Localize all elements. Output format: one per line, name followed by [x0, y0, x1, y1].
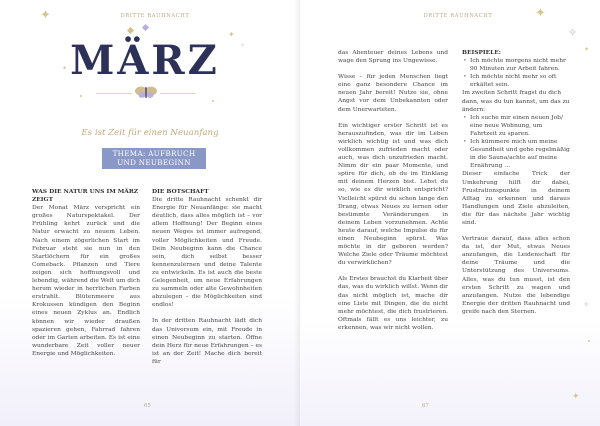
paragraph: Ein wichtiger erster Schritt ist es herauszufinden, was dir im Leben wirklich wichtig ist und was dich vollkommen zufrieden macht oder auch, was dich unzufrieden macht. Nimm dir ein paar Momente, und spüre für dich, ob du im Einklang mit deinem Herzen bist. Lebst du so, wie es dir wirklich entspricht? Vielleicht spürst du schon lange den Drang, etwas Neues zu lernen oder bestimmte Veränderungen in deinem Leben vorzunehmen. Achte heute darauf, welche Impulse du für einen Neubeginn spürst. Was möchte in dir geboren werden? Welche Ziele oder Träume möchtest du verwirklichen? [338, 122, 448, 267]
column-examples [462, 49, 570, 316]
section-heading: WAS DIE NATUR UNS IM MÄRZ ZEIGT [32, 188, 139, 204]
sparkle-icon: ✦ [62, 65, 68, 72]
diamond-ornament [142, 24, 149, 31]
diamond-ornament [127, 27, 134, 34]
dot-decoration [212, 100, 214, 102]
dot-decoration [80, 95, 82, 97]
list-item: • Ich suche mir einen neuen Job/ eine neue Wohnung, um Fahrtzeit zu sparen. [462, 114, 570, 138]
column-text-3 [338, 49, 448, 332]
paragraph: Der Monat März verspricht ein großes Naturspektakel. Der Frühling kehrt zurück und die Natur erwacht zu neuem Leben. Nach einem zögerlichen Start im Februar steht sie nun in den Startlöchern für ein großes Comeback. Pflanzen und Tiere zeigen sich hoffnungsvoll und lebendig, während die Welt um dich herum wieder in herrlichen Farben erstrahlt. Blütenmeere aus Krokussen kündigen den Beginn eines neuen Zyklus an. Endlich können wir wieder draußen spazieren gehen, Fahrrad fahren oder im Garten arbeiten. Es ist eine wunderbare Zeit voller neuer Energie und Möglichkeiten. [32, 205, 140, 357]
section-heading: BEISPIELE: [462, 49, 501, 56]
thema-line-2: UND NEUBEGINN [117, 158, 191, 168]
sparkle-icon: ✧ [240, 42, 246, 49]
sparkle-icon: ✧ [583, 300, 590, 309]
thema-line-1: THEMA: AUFBRUCH [112, 149, 196, 158]
dot-decoration [588, 340, 590, 342]
thema-box [102, 148, 206, 169]
column-nature [32, 188, 140, 358]
paragraph: Dieser einfache Trick der Umkehrung hilft dir dabei, Frustrationspunkte in deinem Alltag zu erkennen und daraus Handlungen und Ziele abzuleiten, die für das nächste Jahr wichtig sind. [462, 171, 570, 226]
list-item: • Ich möchte nicht mehr so oft erkältet sein. [462, 73, 570, 89]
sparkle-icon: ✦ [572, 392, 580, 402]
list-item: • Ich kümmere mich um meine Gesundheit und gehe regelmäßig in die Sauna/achte auf meine Ernährung … [462, 138, 570, 170]
page-title: MÄRZ [70, 37, 220, 84]
divider-line [160, 93, 196, 94]
example-list-1 [462, 57, 570, 89]
running-head-left: DRITTE RAUHNACHT [120, 13, 190, 19]
sparkle-icon: ✦ [584, 46, 590, 53]
sparkle-icon: ✦ [535, 6, 546, 21]
paragraph: In der dritten Rauhnacht lädt dich das Universum ein, mit Freude in einen Neubeginn zu starten. Öffne dein Herz für neue Erfahrungen – es ist an der Zeit! Mache dich bereit für [152, 318, 262, 365]
paragraph: Wisse – für jeden Menschen liegt eine ganz besondere Chance im neuen Jahr bereit! Nutze sie, ohne Angst vor dem Unbekannten oder dem Unerwarteten. [338, 74, 448, 113]
paragraph: das Abenteuer deines Lebens und wage den Sprung ins Ungewisse. [338, 50, 448, 65]
sparkle-icon: ✧ [568, 26, 578, 39]
page-number-right: 67 [422, 403, 429, 409]
paragraph: Die dritte Rauhnacht schenkt dir Energie für Neuanfänge: sie macht deutlich, dass alles möglich ist – vor allem Hoffnung! Der Beginn eines neuen Weges ist immer aufregend, voller Möglichkeiten und Freude. Dein Neubeginn kann die Chance sein, dich selbst besser kennenzulernen und deine Talente zu entwickeln. Es ist auch die beste Gelegenheit, um neue Erfahrungen zu sammeln oder alte Gewohnheiten abzulegen – die Möglichkeiten sind endlos! [152, 197, 262, 309]
sparkle-icon: ✦ [228, 30, 235, 39]
paragraph: Als Erstes brauchst du Klarheit über das, was du wirklich willst. Wenn dir das nicht möglich ist, mache dir eine Liste mit Dingen, die du nicht mehr möchtest, die dich frustrieren. Oftmals fällt es uns leichter, zu erkennen, was wir nicht wollen. [338, 276, 448, 331]
right-page [300, 0, 600, 426]
column-message [152, 188, 262, 366]
paragraph: Vertraue darauf, dass alles schon da ist, der Mut, etwas Neues anzufangen, die Leidenschaft für deine Träume und die Unterstützung des Universums. Alles, was du tun musst, ist den ersten Schritt zu wagen und anzufangen. Nutze die lebendige Energie der dritten Rauhnacht und greife nach den Sternen. [462, 236, 570, 315]
example-list-2 [462, 114, 570, 171]
divider-line [96, 93, 132, 94]
running-head-right: DRITTE RAUHNACHT [423, 13, 493, 19]
sparkle-icon: ✦ [40, 8, 51, 23]
moth-icon [134, 85, 158, 99]
paragraph: Im zweiten Schritt fragst du dich dann, was du tun kannst, um das zu ändern: [462, 90, 570, 113]
subtitle: Es ist Zeit für einen Neuanfang [81, 128, 219, 138]
section-heading: DIE BOTSCHAFT [152, 188, 209, 195]
list-item: • Ich möchte morgens nicht mehr 90 Minuten zur Arbeit fahren. [462, 57, 570, 73]
page-number-left: 65 [144, 403, 151, 409]
